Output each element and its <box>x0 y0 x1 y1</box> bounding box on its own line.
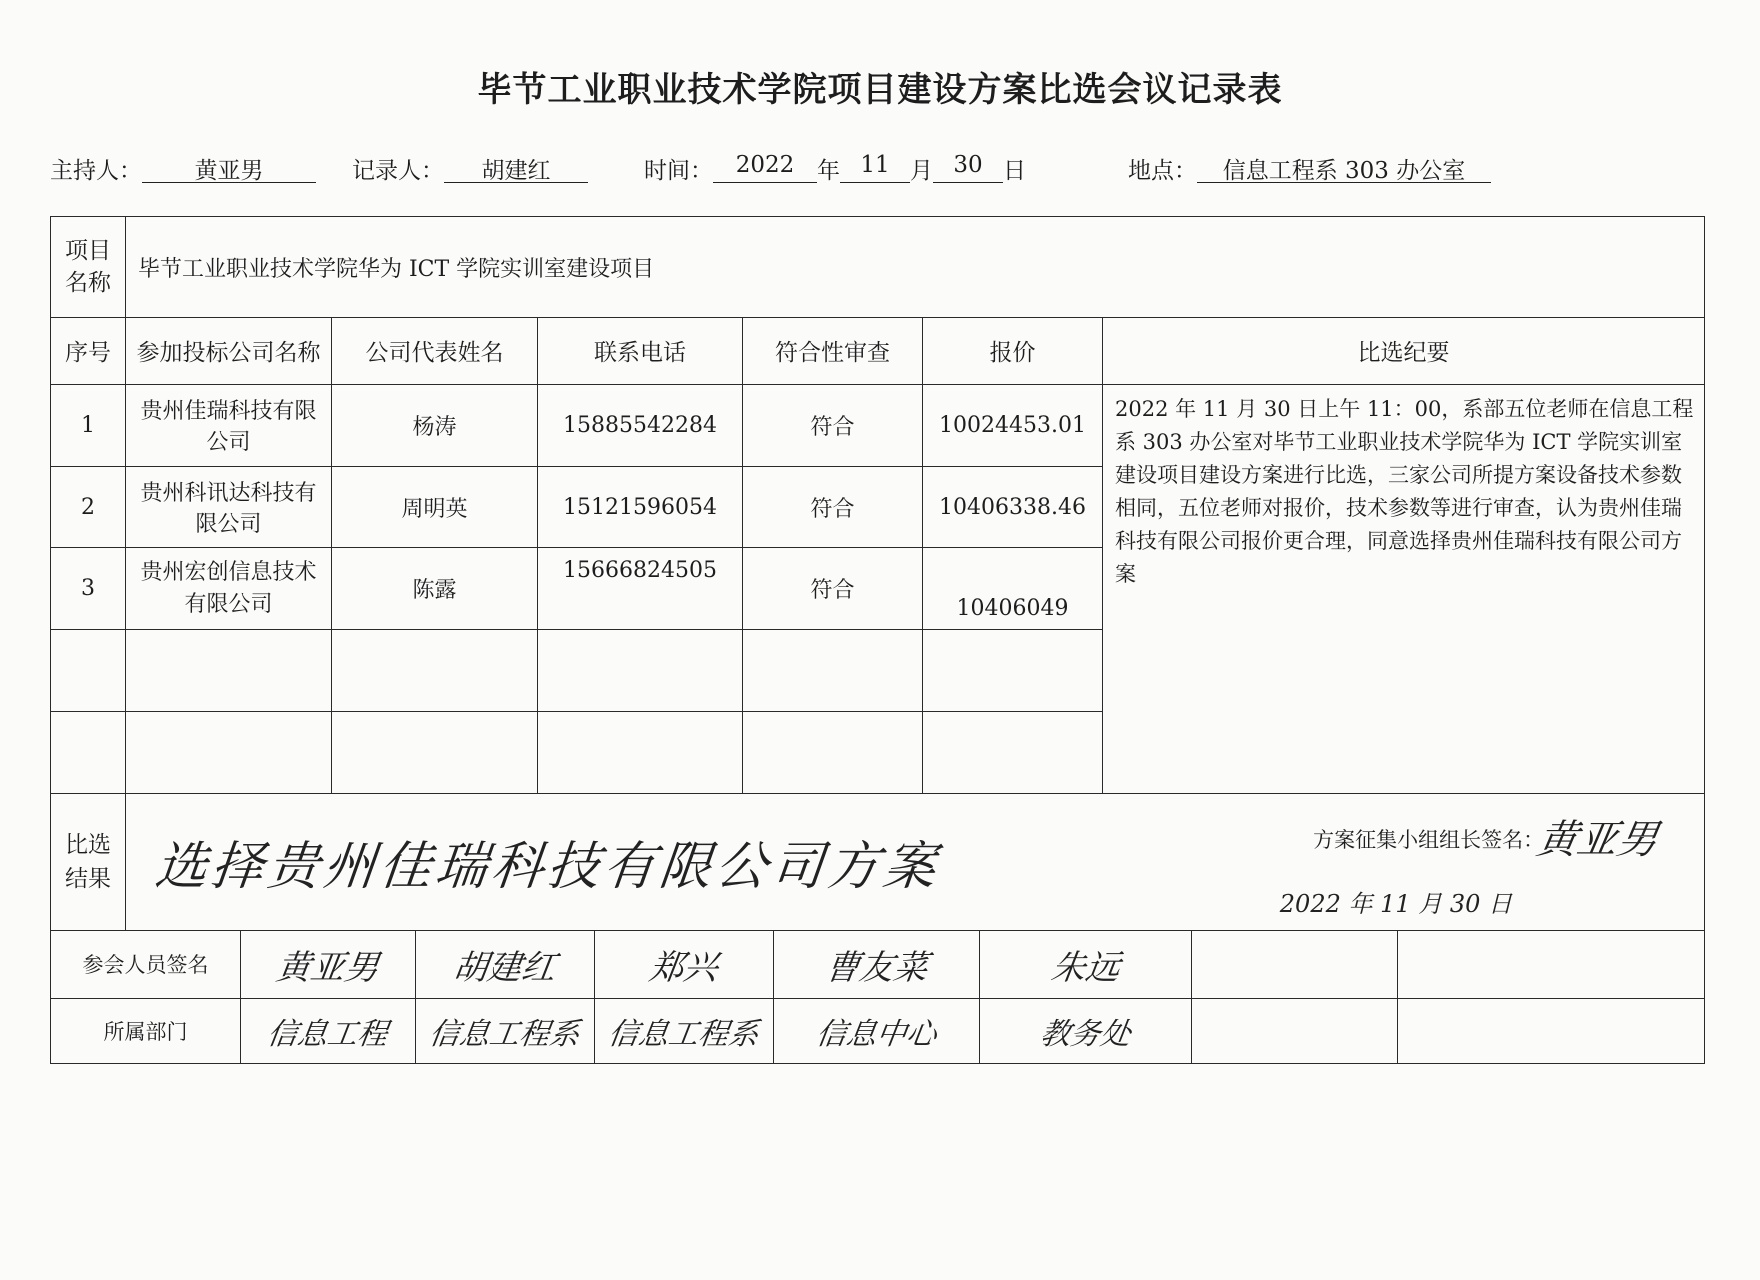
dept-text: 教务处 <box>1037 1017 1133 1053</box>
dept-text: 信息工程系 <box>427 1017 582 1053</box>
row-no: 3 <box>51 548 126 630</box>
row-review: 符合 <box>743 548 923 630</box>
leader-sign-label: 方案征集小组组长签名： <box>1313 828 1545 853</box>
result-cell <box>126 794 1705 930</box>
header-phone: 联系电话 <box>538 318 743 385</box>
attendee-signature <box>241 930 416 999</box>
signature-text: 曹友菜 <box>822 947 930 988</box>
signature-text: 郑兴 <box>646 947 721 988</box>
day-value: 30 <box>933 152 1003 183</box>
attendee-signature <box>416 930 595 999</box>
day-unit: 日 <box>1003 158 1026 184</box>
signature-text: 黄亚男 <box>273 947 382 988</box>
attendee-dept <box>595 999 774 1064</box>
empty-cell <box>126 712 332 794</box>
row-no: 2 <box>51 466 126 548</box>
host-label: 主持人： <box>50 158 142 184</box>
row-company: 贵州宏创信息技术有限公司 <box>126 548 332 630</box>
empty-cell <box>538 712 743 794</box>
project-label: 项目名称 <box>51 217 126 318</box>
attendee-dept <box>774 999 980 1064</box>
row-rep: 周明英 <box>332 466 538 548</box>
dept-text: 信息中心 <box>813 1017 939 1053</box>
place-field <box>1128 152 1491 186</box>
header-summary: 比选纪要 <box>1103 318 1705 385</box>
header-no: 序号 <box>51 318 126 385</box>
header-company: 参加投标公司名称 <box>126 318 332 385</box>
attendee-dept <box>980 999 1192 1064</box>
row-company: 贵州佳瑞科技有限公司 <box>126 384 332 466</box>
attendee-signature <box>595 930 774 999</box>
host-value: 黄亚男 <box>142 152 316 183</box>
attendee-dept-label: 所属部门 <box>51 999 241 1064</box>
attendee-dept <box>241 999 416 1064</box>
signature-text: 胡建红 <box>450 947 559 988</box>
header-rep: 公司代表姓名 <box>332 318 538 385</box>
empty-cell <box>332 712 538 794</box>
summary-text: 2022 年 11 月 30 日上午 11：00，系部五位老师在信息工程系 303 办公室对毕节工业职业技术学院华为 ICT 学院实训室建设项目建设方案进行比选，三家公司所提方案设备技术参数相同，五位老师对报价，技术参数等进行审查，认为贵州佳瑞科技有限公司报价更合理，同意选择贵州佳瑞科技有限公司方案 <box>1103 384 1705 793</box>
recorder-value: 胡建红 <box>444 152 588 183</box>
row-no: 1 <box>51 384 126 466</box>
year-unit: 年 <box>817 158 840 184</box>
leader-date: 2022 年 11 月 30 日 <box>1279 890 1513 919</box>
year-value: 2022 <box>713 152 817 183</box>
empty-cell <box>923 630 1103 712</box>
leader-signature: 黄亚男 <box>1533 817 1662 864</box>
month-value: 11 <box>840 152 910 183</box>
table-row <box>51 384 1705 466</box>
empty-cell <box>51 630 126 712</box>
time-label: 时间： <box>644 158 713 184</box>
time-field <box>644 152 1026 186</box>
record-table <box>50 216 1705 1064</box>
attendee-signature <box>1398 930 1705 999</box>
attendee-signature <box>1192 930 1398 999</box>
attendee-dept-row <box>51 999 1705 1064</box>
empty-cell <box>51 712 126 794</box>
attendee-sign-row <box>51 930 1705 999</box>
row-phone: 15666824505 <box>538 548 743 630</box>
month-unit: 月 <box>910 158 933 184</box>
header-price: 报价 <box>923 318 1103 385</box>
row-review: 符合 <box>743 466 923 548</box>
row-rep: 杨涛 <box>332 384 538 466</box>
attendee-dept <box>416 999 595 1064</box>
empty-cell <box>126 630 332 712</box>
row-price: 10406338.46 <box>923 466 1103 548</box>
attendee-dept <box>1192 999 1398 1064</box>
row-price: 10024453.01 <box>923 384 1103 466</box>
row-company: 贵州科讯达科技有限公司 <box>126 466 332 548</box>
empty-cell <box>743 712 923 794</box>
row-review: 符合 <box>743 384 923 466</box>
row-price: 10406049 <box>923 548 1103 630</box>
empty-cell <box>743 630 923 712</box>
header-review: 符合性审查 <box>743 318 923 385</box>
recorder-label: 记录人： <box>352 158 444 184</box>
empty-cell <box>538 630 743 712</box>
dept-text: 信息工程 <box>265 1017 390 1053</box>
attendee-signature <box>980 930 1192 999</box>
dept-text: 信息工程系 <box>606 1017 761 1053</box>
place-label: 地点： <box>1128 158 1197 184</box>
table-header-row <box>51 318 1705 385</box>
result-row <box>51 794 1705 930</box>
attendee-sign-label: 参会人员签名 <box>51 930 241 999</box>
place-value: 信息工程系 303 办公室 <box>1197 152 1491 183</box>
empty-cell <box>332 630 538 712</box>
signature-text: 朱远 <box>1048 947 1122 988</box>
attendee-dept <box>1398 999 1705 1064</box>
project-name: 毕节工业职业技术学院华为 ICT 学院实训室建设项目 <box>126 217 1705 318</box>
recorder-field <box>352 152 588 186</box>
row-phone: 15121596054 <box>538 466 743 548</box>
form-title: 毕节工业职业技术学院项目建设方案比选会议记录表 <box>477 70 1283 110</box>
result-label: 比选结果 <box>51 794 126 930</box>
host-field <box>50 152 316 186</box>
row-phone: 15885542284 <box>538 384 743 466</box>
result-handwritten: 选择贵州佳瑞科技有限公司方案 <box>152 837 943 898</box>
attendee-signature <box>774 930 980 999</box>
project-row <box>51 217 1705 318</box>
row-rep: 陈露 <box>332 548 538 630</box>
empty-cell <box>923 712 1103 794</box>
